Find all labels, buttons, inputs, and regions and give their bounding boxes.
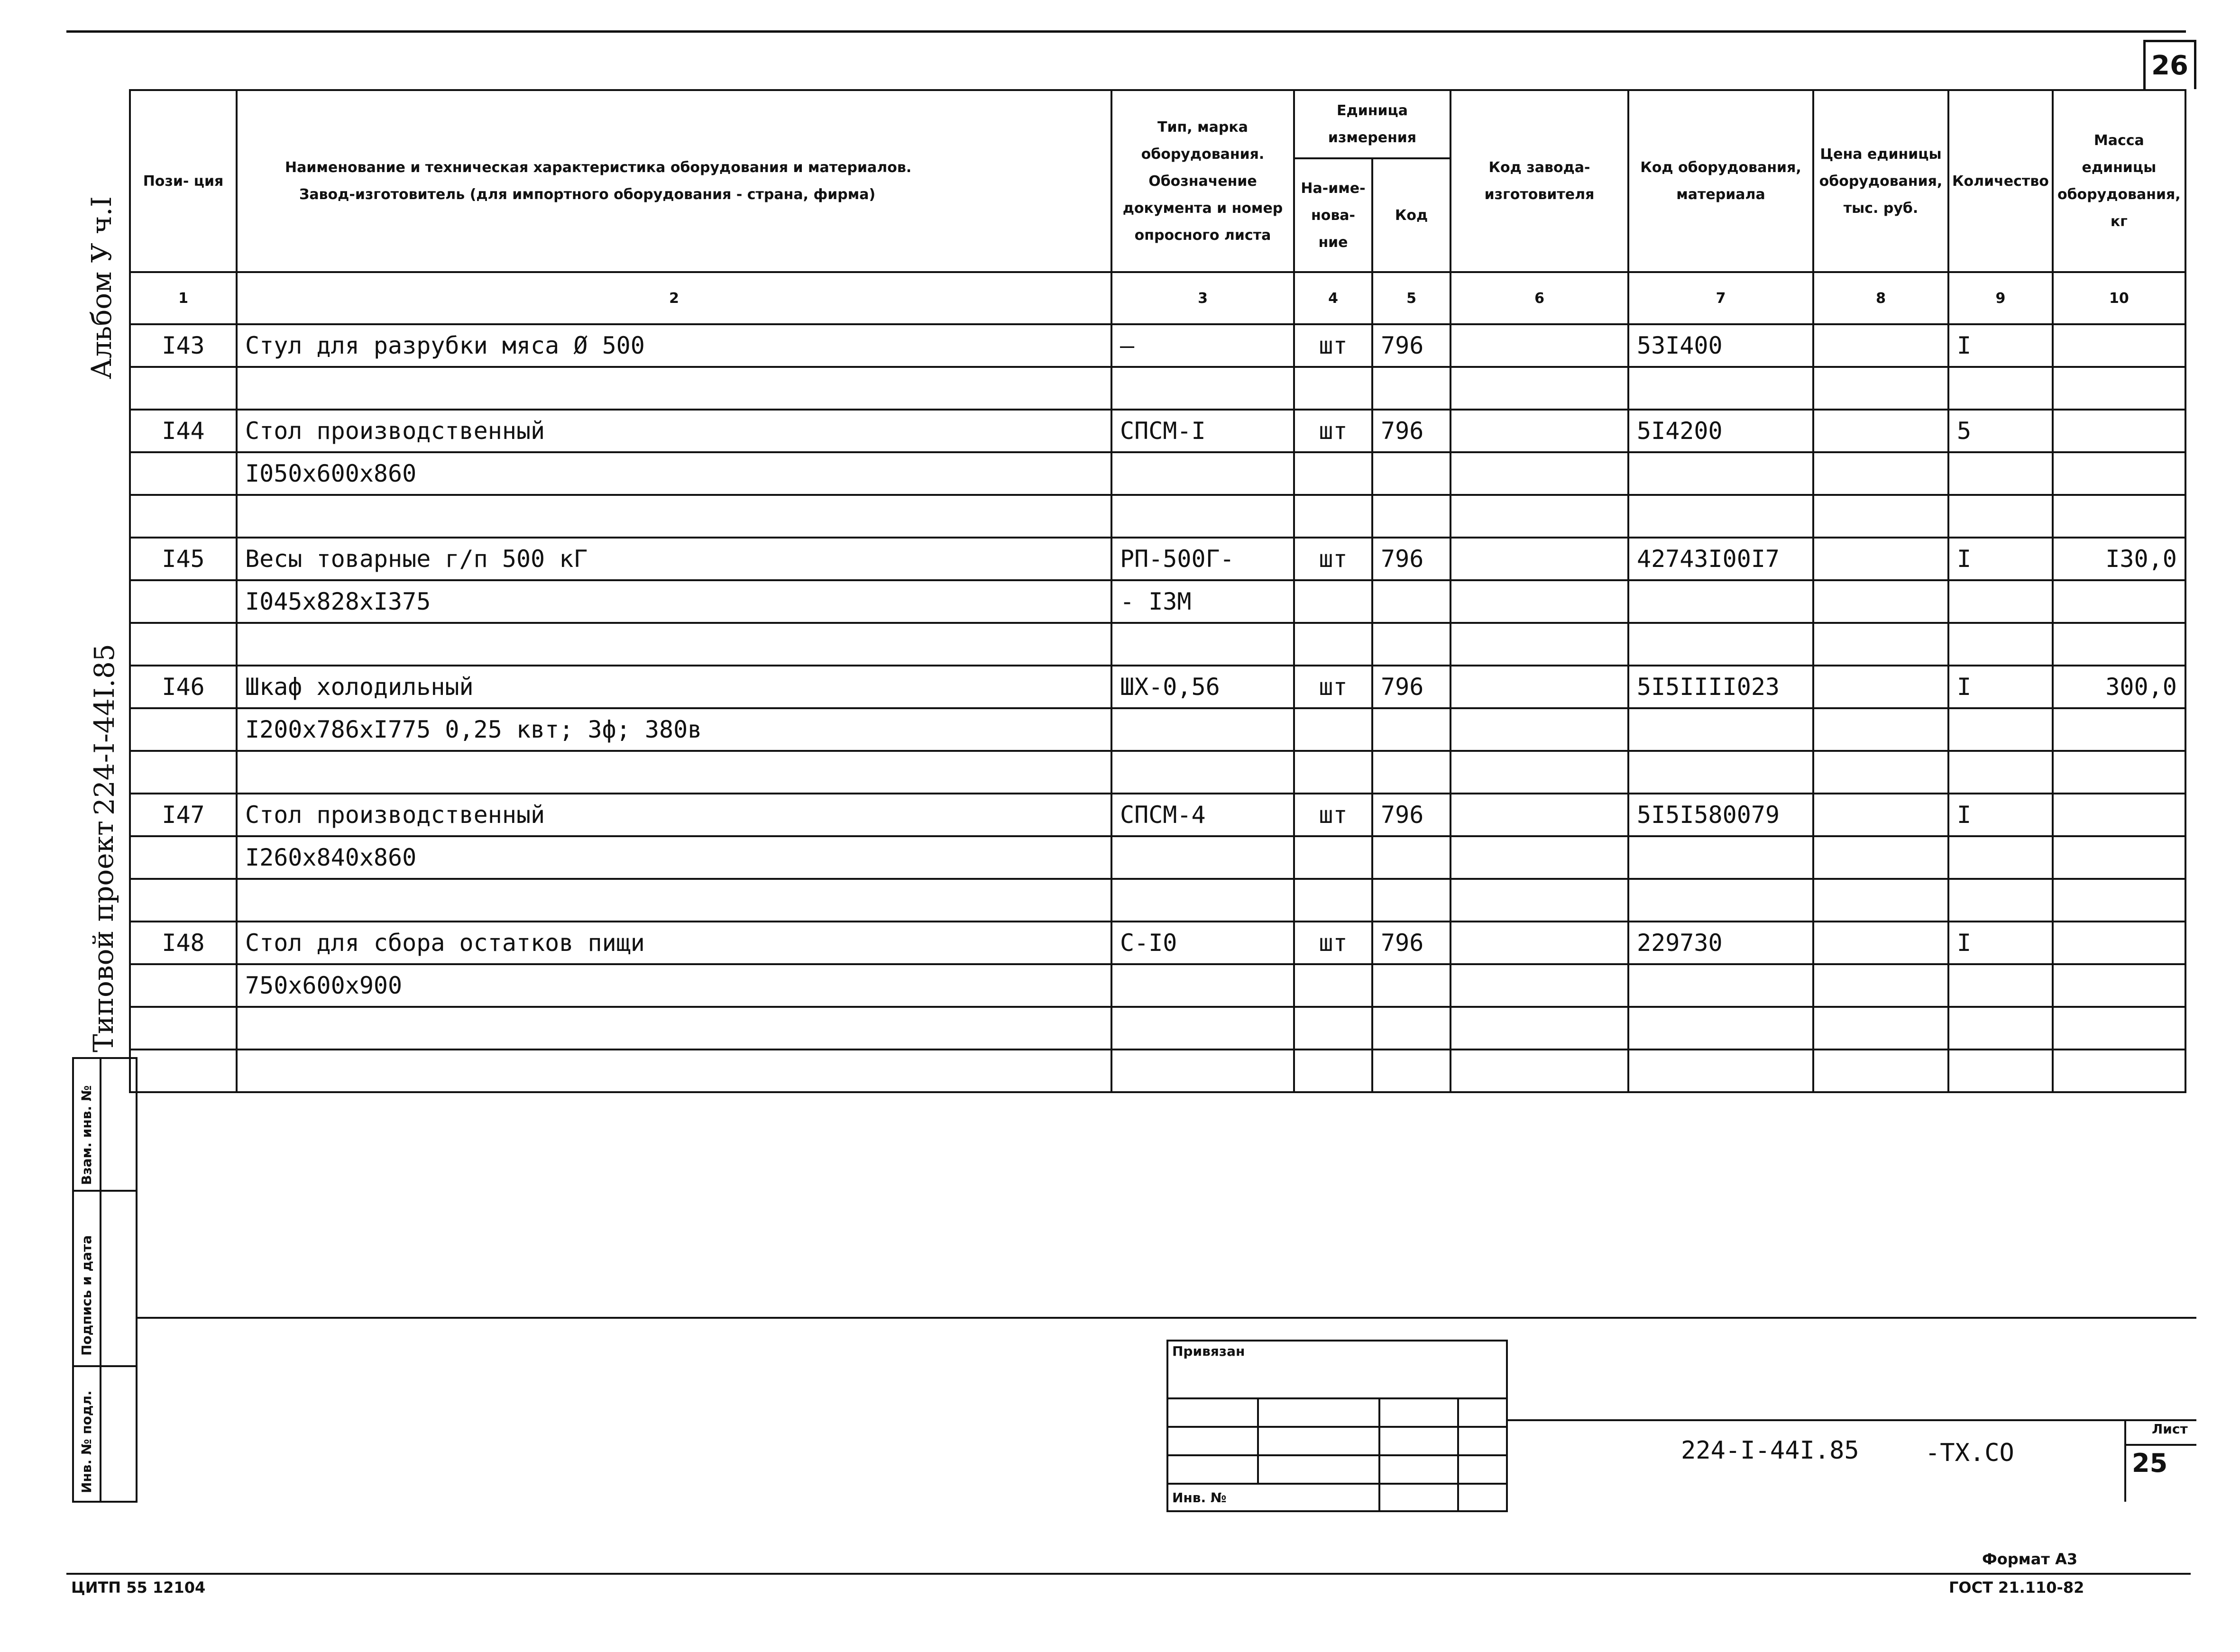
mass-cell [2053, 410, 2185, 452]
unit-code-cell: 796 [1372, 666, 1450, 708]
price-cell [1813, 879, 1948, 922]
hdr-unit-name: На-име-нова-ние [1294, 158, 1372, 272]
name-cell: I200x786xI775 0,25 квт; 3ф; 380в [237, 708, 1111, 751]
type-cell: СПСМ-4 [1111, 794, 1294, 836]
doc-code: 224-I-44I.85 [1681, 1436, 1859, 1465]
mass-cell: I30,0 [2053, 538, 2185, 580]
unit-code-cell [1372, 1050, 1450, 1092]
price-cell [1813, 708, 1948, 751]
qty-cell [1948, 879, 2053, 922]
position-cell [130, 1007, 237, 1050]
unit-code-cell: 796 [1372, 794, 1450, 836]
position-cell: I46 [130, 666, 237, 708]
equip-code-cell [1628, 580, 1813, 623]
hdr-unit: Единица измерения [1294, 90, 1450, 158]
qty-cell: I [1948, 922, 2053, 964]
price-cell [1813, 751, 1948, 794]
equip-code-cell: 229730 [1628, 922, 1813, 964]
mass-cell [2053, 495, 2185, 538]
name-cell: Шкаф холодильный [237, 666, 1111, 708]
side-project-code: 224-I-44I.85 [88, 644, 120, 815]
name-cell: Стол производственный [237, 794, 1111, 836]
type-cell [1111, 836, 1294, 879]
mass-cell [2053, 1007, 2185, 1050]
spec-table [129, 89, 2186, 1093]
position-cell: I43 [130, 324, 237, 367]
maker-code-cell [1450, 708, 1628, 751]
equip-code-cell [1628, 879, 1813, 922]
col-number: 8 [1813, 272, 1948, 324]
col-number: 1 [130, 272, 237, 324]
col-number: 7 [1628, 272, 1813, 324]
name-cell: I045x828xI375 [237, 580, 1111, 623]
column-number-row [130, 272, 2185, 324]
mass-cell [2053, 367, 2185, 410]
unit-code-cell [1372, 452, 1450, 495]
maker-code-cell [1450, 666, 1628, 708]
name-cell: 750x600x900 [237, 964, 1111, 1007]
table-row [130, 367, 2185, 410]
equip-code-cell [1628, 367, 1813, 410]
position-cell: I44 [130, 410, 237, 452]
qty-cell [1948, 623, 2053, 666]
table-row [130, 708, 2185, 751]
maker-code-cell [1450, 495, 1628, 538]
unit-code-cell [1372, 367, 1450, 410]
maker-code-cell [1450, 964, 1628, 1007]
maker-code-cell [1450, 580, 1628, 623]
mass-cell [2053, 922, 2185, 964]
price-cell [1813, 1007, 1948, 1050]
side-signature-date: Подпись и дата [79, 1235, 94, 1356]
table-row [130, 410, 2185, 452]
unit-name-cell [1294, 452, 1372, 495]
maker-code-cell [1450, 367, 1628, 410]
equip-code-cell [1628, 964, 1813, 1007]
unit-name-cell: шт [1294, 538, 1372, 580]
name-cell: Стол для сбора остатков пищи [237, 922, 1111, 964]
unit-name-cell [1294, 964, 1372, 1007]
type-cell: - I3М [1111, 580, 1294, 623]
table-row [130, 538, 2185, 580]
unit-code-cell [1372, 751, 1450, 794]
name-cell: Стол производственный [237, 410, 1111, 452]
position-cell [130, 1050, 237, 1092]
header-row [130, 90, 2185, 158]
position-cell: I47 [130, 794, 237, 836]
hdr-type: Тип, марка оборудования. Обозначение документа и номер опросного листа [1111, 90, 1294, 272]
side-inv-replace: Взам. инв. № [79, 1085, 94, 1185]
qty-cell [1948, 1050, 2053, 1092]
unit-code-cell [1372, 879, 1450, 922]
type-cell [1111, 623, 1294, 666]
position-cell [130, 623, 237, 666]
table-row [130, 836, 2185, 879]
side-album: Альбом У ч.I [85, 196, 118, 379]
position-cell: I48 [130, 922, 237, 964]
equip-code-cell [1628, 836, 1813, 879]
position-cell [130, 580, 237, 623]
table-row [130, 1007, 2185, 1050]
type-cell: СПСМ-I [1111, 410, 1294, 452]
position-cell [130, 452, 237, 495]
table-row [130, 794, 2185, 836]
doc-suffix: -ТХ.СО [1925, 1439, 2014, 1467]
qty-cell [1948, 1007, 2053, 1050]
table-row [130, 1050, 2185, 1092]
maker-code-cell [1450, 794, 1628, 836]
name-cell: I050x600x860 [237, 452, 1111, 495]
price-cell [1813, 538, 1948, 580]
qty-cell [1948, 367, 2053, 410]
col-number: 2 [237, 272, 1111, 324]
equip-code-cell [1628, 751, 1813, 794]
table-row [130, 324, 2185, 367]
equip-code-cell: 5I4200 [1628, 410, 1813, 452]
hdr-qty: Количество [1948, 90, 2053, 272]
type-cell [1111, 1050, 1294, 1092]
equip-code-cell [1628, 623, 1813, 666]
table-row [130, 964, 2185, 1007]
mass-cell [2053, 794, 2185, 836]
mass-cell [2053, 623, 2185, 666]
position-cell [130, 964, 237, 1007]
unit-code-cell: 796 [1372, 922, 1450, 964]
name-cell [237, 879, 1111, 922]
unit-name-cell [1294, 879, 1372, 922]
unit-name-cell [1294, 580, 1372, 623]
hdr-name-line2: Завод-изготовитель (для импортного оборудования - страна, фирма) [299, 186, 876, 203]
hdr-price: Цена единицы оборудования, тыс. руб. [1813, 90, 1948, 272]
col-number: 4 [1294, 272, 1372, 324]
type-cell [1111, 367, 1294, 410]
qty-cell: 5 [1948, 410, 2053, 452]
side-inv-original: Инв. № подл. [79, 1390, 94, 1493]
type-cell [1111, 452, 1294, 495]
position-cell: I45 [130, 538, 237, 580]
table-row [130, 666, 2185, 708]
type-cell: ШХ-0,56 [1111, 666, 1294, 708]
position-cell [130, 495, 237, 538]
equip-code-cell: 42743I00I7 [1628, 538, 1813, 580]
name-cell [237, 367, 1111, 410]
top-rule [66, 30, 2186, 33]
position-cell [130, 836, 237, 879]
unit-name-cell [1294, 836, 1372, 879]
linked-label: Привязан [1172, 1343, 1245, 1359]
price-cell [1813, 836, 1948, 879]
type-cell [1111, 964, 1294, 1007]
unit-code-cell [1372, 623, 1450, 666]
qty-cell: I [1948, 794, 2053, 836]
col-number: 10 [2053, 272, 2185, 324]
table-row [130, 580, 2185, 623]
name-cell: I260x840x860 [237, 836, 1111, 879]
type-cell [1111, 1007, 1294, 1050]
hdr-equip-code: Код оборудования, материала [1628, 90, 1813, 272]
maker-code-cell [1450, 538, 1628, 580]
unit-code-cell [1372, 708, 1450, 751]
title-block-rule [1508, 1419, 2196, 1421]
unit-code-cell: 796 [1372, 538, 1450, 580]
hdr-maker-code: Код завода-изготовителя [1450, 90, 1628, 272]
price-cell [1813, 410, 1948, 452]
footer-rule [66, 1573, 2191, 1575]
price-cell [1813, 495, 1948, 538]
mass-cell [2053, 580, 2185, 623]
sheet-label: Лист [2152, 1421, 2188, 1437]
equip-code-cell [1628, 1007, 1813, 1050]
sheet-number-top: 26 [2143, 40, 2196, 89]
table-row [130, 452, 2185, 495]
price-cell [1813, 623, 1948, 666]
type-cell: РП-500Г- [1111, 538, 1294, 580]
price-cell [1813, 324, 1948, 367]
unit-name-cell [1294, 1007, 1372, 1050]
hdr-position: Пози- ция [130, 90, 237, 272]
mass-cell [2053, 836, 2185, 879]
type-cell [1111, 708, 1294, 751]
unit-code-cell: 796 [1372, 410, 1450, 452]
name-cell [237, 1050, 1111, 1092]
qty-cell [1948, 452, 2053, 495]
unit-name-cell: шт [1294, 324, 1372, 367]
maker-code-cell [1450, 410, 1628, 452]
maker-code-cell [1450, 879, 1628, 922]
unit-code-cell: 796 [1372, 324, 1450, 367]
name-cell [237, 1007, 1111, 1050]
price-cell [1813, 922, 1948, 964]
equip-code-cell: 5I5I580079 [1628, 794, 1813, 836]
qty-cell [1948, 580, 2053, 623]
footer-gost: ГОСТ 21.110-82 [1949, 1579, 2084, 1597]
table-row [130, 922, 2185, 964]
table-row [130, 495, 2185, 538]
inv-no-label: Инв. № [1172, 1489, 1227, 1506]
mass-cell [2053, 452, 2185, 495]
price-cell [1813, 794, 1948, 836]
unit-name-cell [1294, 495, 1372, 538]
type-cell: — [1111, 324, 1294, 367]
price-cell [1813, 580, 1948, 623]
qty-cell: I [1948, 538, 2053, 580]
col-number: 6 [1450, 272, 1628, 324]
qty-cell [1948, 708, 2053, 751]
qty-cell: I [1948, 666, 2053, 708]
unit-name-cell: шт [1294, 922, 1372, 964]
equip-code-cell: 53I400 [1628, 324, 1813, 367]
unit-code-cell [1372, 495, 1450, 538]
title-area-rule [138, 1317, 2196, 1319]
unit-code-cell [1372, 964, 1450, 1007]
name-cell [237, 495, 1111, 538]
type-cell [1111, 495, 1294, 538]
unit-name-cell: шт [1294, 666, 1372, 708]
unit-code-cell [1372, 836, 1450, 879]
maker-code-cell [1450, 324, 1628, 367]
unit-code-cell [1372, 1007, 1450, 1050]
qty-cell [1948, 495, 2053, 538]
maker-code-cell [1450, 836, 1628, 879]
equip-code-cell [1628, 495, 1813, 538]
position-cell [130, 708, 237, 751]
maker-code-cell [1450, 623, 1628, 666]
maker-code-cell [1450, 922, 1628, 964]
equip-code-cell [1628, 708, 1813, 751]
unit-name-cell [1294, 623, 1372, 666]
name-cell [237, 623, 1111, 666]
unit-name-cell [1294, 751, 1372, 794]
equip-code-cell [1628, 452, 1813, 495]
unit-name-cell [1294, 708, 1372, 751]
price-cell [1813, 367, 1948, 410]
price-cell [1813, 964, 1948, 1007]
col-number: 3 [1111, 272, 1294, 324]
mass-cell: 300,0 [2053, 666, 2185, 708]
unit-name-cell [1294, 1050, 1372, 1092]
equip-code-cell: 5I5IIII023 [1628, 666, 1813, 708]
price-cell [1813, 666, 1948, 708]
name-cell: Весы товарные г/п 500 кГ [237, 538, 1111, 580]
qty-cell [1948, 751, 2053, 794]
hdr-mass: Масса единицы оборудования, кг [2053, 90, 2185, 272]
qty-cell [1948, 964, 2053, 1007]
price-cell [1813, 1050, 1948, 1092]
mass-cell [2053, 964, 2185, 1007]
mass-cell [2053, 708, 2185, 751]
footer-format: Формат А3 [1982, 1550, 2078, 1568]
col-number: 5 [1372, 272, 1450, 324]
qty-cell [1948, 836, 2053, 879]
maker-code-cell [1450, 452, 1628, 495]
equip-code-cell [1628, 1050, 1813, 1092]
hdr-name-line1: Наименование и техническая характеристика оборудования и материалов. [285, 159, 912, 176]
footer-left: ЦИТП 55 12104 [71, 1579, 206, 1597]
position-cell [130, 367, 237, 410]
mass-cell [2053, 879, 2185, 922]
name-cell: Стул для разрубки мяса Ø 500 [237, 324, 1111, 367]
table-row [130, 623, 2185, 666]
maker-code-cell [1450, 1007, 1628, 1050]
name-cell [237, 751, 1111, 794]
side-project-type: Типовой проект [87, 821, 119, 1052]
unit-name-cell: шт [1294, 410, 1372, 452]
position-cell [130, 751, 237, 794]
mass-cell [2053, 324, 2185, 367]
maker-code-cell [1450, 751, 1628, 794]
col-number: 9 [1948, 272, 2053, 324]
qty-cell: I [1948, 324, 2053, 367]
position-cell [130, 879, 237, 922]
type-cell [1111, 879, 1294, 922]
table-row [130, 751, 2185, 794]
unit-code-cell [1372, 580, 1450, 623]
unit-name-cell [1294, 367, 1372, 410]
maker-code-cell [1450, 1050, 1628, 1092]
price-cell [1813, 452, 1948, 495]
type-cell: С-I0 [1111, 922, 1294, 964]
mass-cell [2053, 1050, 2185, 1092]
table-row [130, 879, 2185, 922]
mass-cell [2053, 751, 2185, 794]
type-cell [1111, 751, 1294, 794]
sheet-number: 25 [2132, 1448, 2168, 1478]
unit-name-cell: шт [1294, 794, 1372, 836]
hdr-name [237, 90, 1111, 272]
hdr-unit-code: Код [1372, 158, 1450, 272]
linked-stamp [1166, 1340, 1508, 1512]
